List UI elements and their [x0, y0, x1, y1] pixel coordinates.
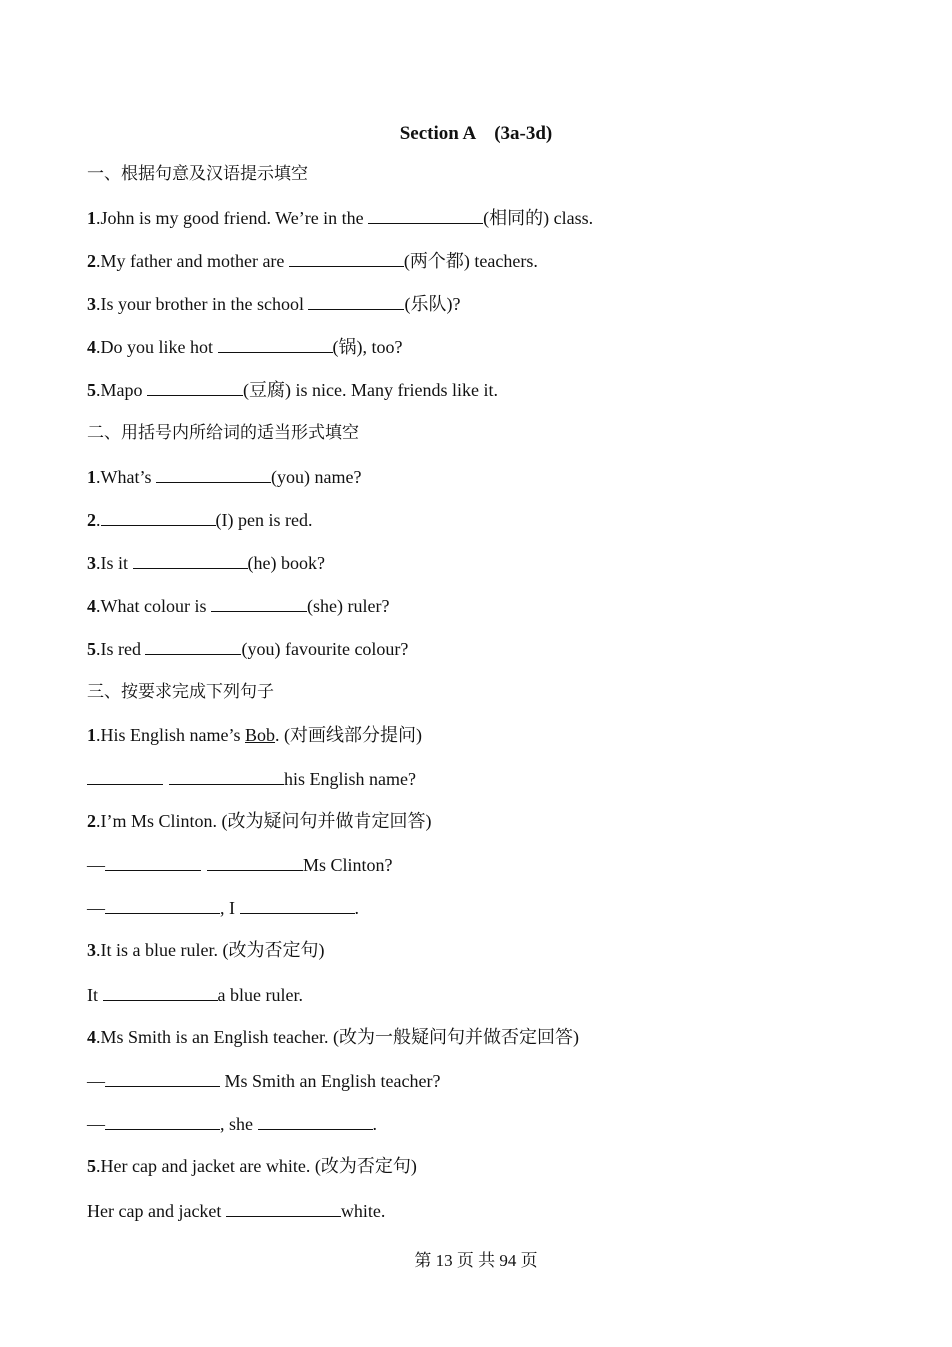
page-footer: 第 13 页 共 94 页 [414, 1251, 538, 1270]
blank[interactable] [133, 550, 248, 569]
section2-item-3: 3.Is it (he) book? [87, 550, 325, 575]
blank[interactable] [87, 766, 163, 785]
blank[interactable] [145, 636, 241, 655]
section3-q1: 1.His English name’s Bob. (对画线部分提问) [87, 725, 423, 745]
blank[interactable] [207, 852, 303, 871]
blank[interactable] [226, 1198, 341, 1217]
section3-q4-answer-1: — Ms Smith an English teacher? [87, 1068, 440, 1093]
section1-heading: 一、根据句意及汉语提示填空 [87, 164, 308, 184]
blank[interactable] [308, 291, 404, 310]
section3-heading: 三、按要求完成下列句子 [87, 682, 274, 702]
blank[interactable] [105, 1111, 220, 1130]
section2-item-5: 5.Is red (you) favourite colour? [87, 636, 408, 661]
section2-item-1: 1.What’s (you) name? [87, 464, 361, 489]
section1-item-4: 4.Do you like hot (锅), too? [87, 334, 402, 359]
blank[interactable] [156, 464, 271, 483]
blank[interactable] [105, 852, 201, 871]
section3-q3: 3.It is a blue ruler. (改为否定句) [87, 940, 325, 960]
section3-q1-answer: his English name? [87, 766, 416, 791]
blank[interactable] [218, 334, 333, 353]
blank[interactable] [105, 1068, 220, 1087]
section3-q2: 2.I’m Ms Clinton. (改为疑问句并做肯定回答) [87, 811, 432, 831]
section3-q4: 4.Ms Smith is an English teacher. (改为一般疑问句并做否定回答) [87, 1027, 579, 1047]
blank[interactable] [368, 205, 483, 224]
blank[interactable] [101, 507, 216, 526]
section3-q5: 5.Her cap and jacket are white. (改为否定句) [87, 1156, 417, 1176]
blank[interactable] [258, 1111, 373, 1130]
blank[interactable] [240, 895, 355, 914]
blank[interactable] [103, 982, 218, 1001]
page-title: Section A (3a-3d) [399, 123, 553, 144]
section2-item-2: 2. (I) pen is red. [87, 507, 312, 532]
section1-item-5: 5.Mapo (豆腐) is nice. Many friends like it. [87, 377, 498, 402]
section3-q3-answer: It a blue ruler. [87, 982, 303, 1007]
section2-item-4: 4.What colour is (she) ruler? [87, 593, 389, 618]
section3-q4-answer-2: — , she . [87, 1111, 377, 1136]
section1-item-3: 3.Is your brother in the school (乐队)? [87, 291, 460, 316]
blank[interactable] [289, 248, 404, 267]
section2-heading: 二、用括号内所给词的适当形式填空 [87, 423, 359, 443]
section1-item-1: 1.John is my good friend. We’re in the (相同的) class. [87, 205, 593, 230]
blank[interactable] [211, 593, 307, 612]
blank[interactable] [105, 895, 220, 914]
blank[interactable] [147, 377, 243, 396]
section1-item-2: 2.My father and mother are (两个都) teachers. [87, 248, 538, 273]
section3-q2-answer-1: — Ms Clinton? [87, 852, 393, 877]
section3-q2-answer-2: — , I . [87, 895, 359, 920]
blank[interactable] [169, 766, 284, 785]
section3-q5-answer: Her cap and jacket white. [87, 1198, 385, 1223]
